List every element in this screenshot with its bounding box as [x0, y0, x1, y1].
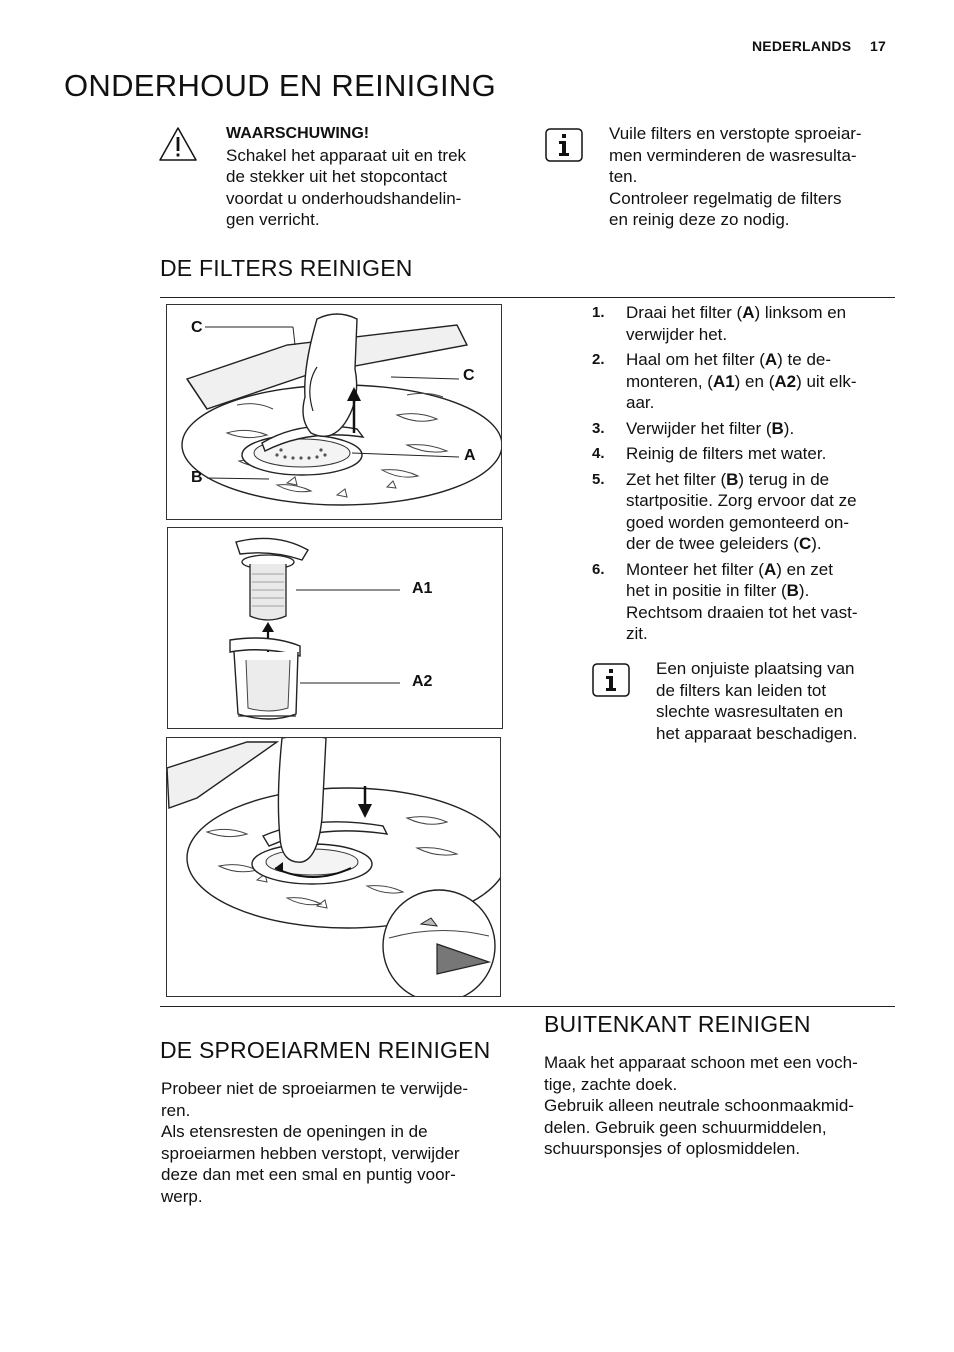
info-block-top [609, 123, 909, 231]
step-item: 2. Haal om het filter (A) te de- monteren, (A1) en (A2) uit elk- aar. [592, 350, 857, 412]
warning-triangle-icon [158, 126, 198, 162]
figure-remove-filter [166, 304, 502, 520]
figure-install-filter [166, 737, 501, 997]
step-item: 3. Verwijder het filter (B). [592, 418, 795, 438]
warning-heading: WAARSCHUWING! [226, 125, 370, 142]
header-language: NEDERLANDS [752, 38, 852, 54]
info-line: Controleer regelmatig de filters [609, 188, 842, 208]
section-divider [160, 1006, 895, 1007]
warning-line: de stekker uit het stopcontact [226, 167, 448, 186]
buitenkant-text: Maak het apparaat schoon met een voch- tige, zachte doek. Gebruik alleen neutrale schoonmaakmid- delen. Gebruik geen schuurmiddelen, schuursponsjes of oplosmiddelen. [544, 1053, 858, 1158]
page-number: 17 [870, 38, 886, 54]
warning-block [226, 123, 506, 231]
filters-heading: DE FILTERS REINIGEN [160, 255, 413, 281]
section-divider [160, 297, 895, 298]
info-icon [592, 663, 630, 697]
info-note: Een onjuiste plaatsing van de filters kan leiden tot slechte wasresultaten en het apparaat beschadigen. [656, 659, 858, 743]
warning-line: voordat u onderhoudshandelin- [226, 188, 462, 208]
info-line: men verminderen de wasresulta- [609, 145, 857, 165]
warning-line: gen verricht. [226, 210, 320, 229]
step-item: 4. Reinig de filters met water. [592, 444, 827, 463]
sproeiarmen-text: Probeer niet de sproeiarmen te verwijde- ren. Als etensresten de openingen in de sproeiarmen hebben verstopt, verwijder deze dan met een smal en puntig voor- werp. [161, 1079, 469, 1206]
info-line: Vuile filters en verstopte sproeiar- [609, 124, 862, 143]
label-a2: A2 [412, 673, 433, 690]
filter-steps [592, 302, 892, 649]
label-c-top: C [191, 319, 203, 336]
info-line: ten. [609, 167, 638, 186]
label-b: B [191, 469, 203, 486]
buitenkant-heading: BUITENKANT REINIGEN [544, 1011, 811, 1037]
figure-disassemble-filter [167, 527, 503, 729]
warning-line: Schakel het apparaat uit en trek [226, 145, 467, 165]
info-icon [545, 128, 583, 162]
label-a: A [464, 447, 476, 464]
page-title: ONDERHOUD EN REINIGING [64, 68, 497, 103]
step-item: 6. Monteer het filter (A) en zet het in positie in filter (B). Rechtsom draaien tot het vast- zit. [592, 559, 858, 643]
step-item: 1. Draai het filter (A) linksom en verwijder het. [592, 303, 847, 344]
sproeiarmen-heading: DE SPROEIARMEN REINIGEN [160, 1037, 491, 1063]
info-line: en reinig deze zo nodig. [609, 210, 790, 229]
step-item: 5. Zet het filter (B) terug in de startpositie. Zorg ervoor dat ze goed worden gemonteerd on- der de twee geleiders (C). [592, 469, 857, 553]
label-a1: A1 [412, 580, 433, 597]
label-c-right: C [463, 367, 475, 384]
